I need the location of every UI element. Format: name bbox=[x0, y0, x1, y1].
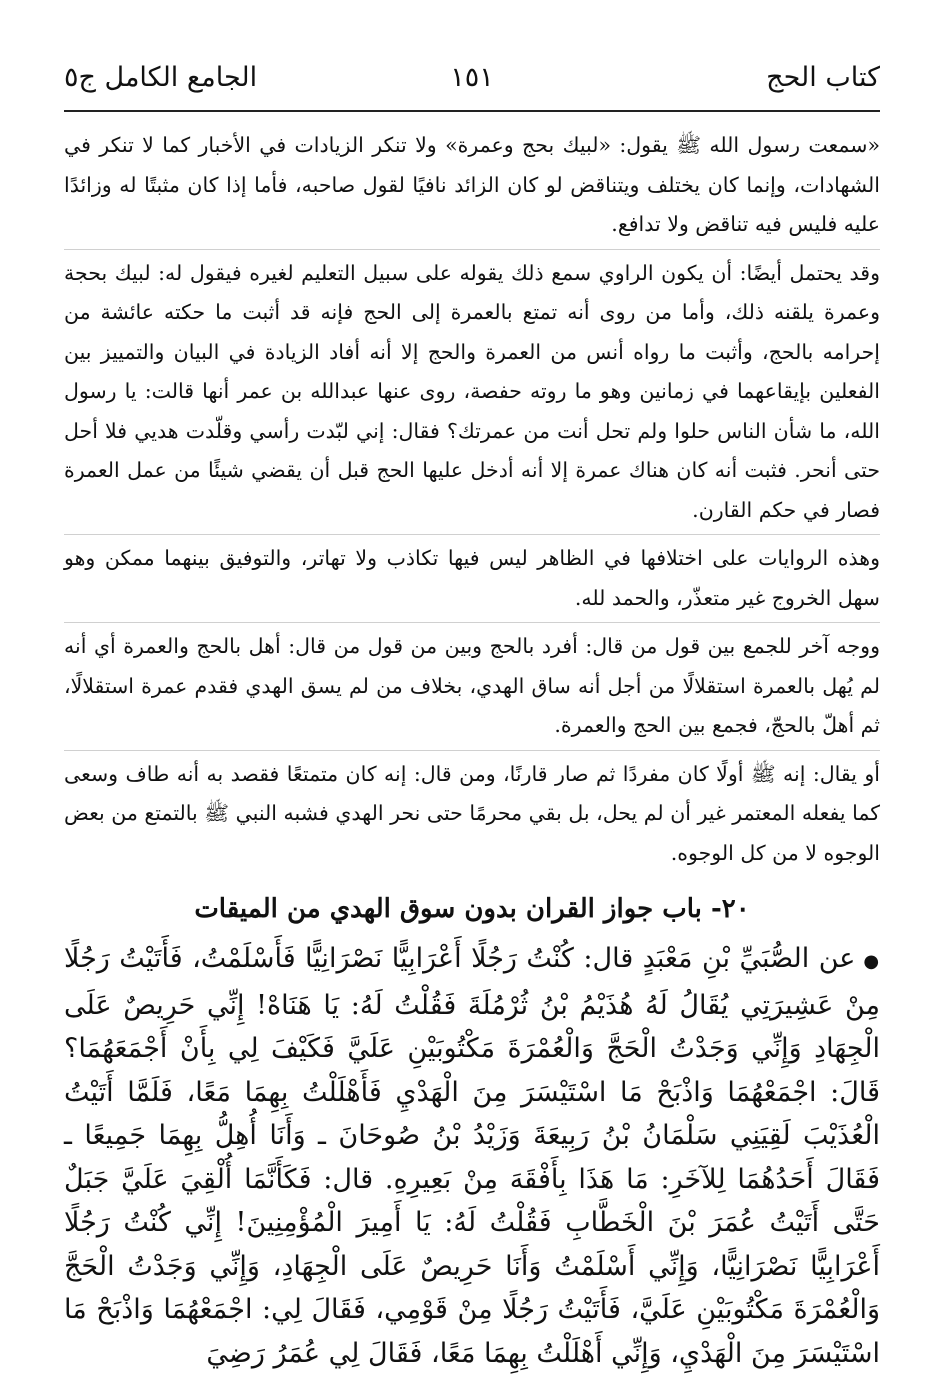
page-number: ١٥١ bbox=[450, 62, 494, 93]
paragraph: ووجه آخر للجمع بين قول من قال: أفرد بالحج وبين من قول من قال: أهل بالحج والعمرة أي أنه لم يُهل بالعمرة استقلالًا من أجل أنه ساق الهدي، بخلاف من لم يسق الهدي فقدم عمرة استقلالًا، ثم أهلّ بالحجّ، فجمع بين الحج والعمرة. bbox=[64, 623, 880, 751]
hadith-text bbox=[64, 937, 880, 1375]
hadith-body: عن الصُّبَيِّ بْنِ مَعْبَدٍ قال: كُنْتُ رَجُلًا أَعْرَابِيًّا نَصْرَانِيًّا فَأَسْلَمْتُ، فَأَتَيْتُ رَجُلًا مِنْ عَشِيرَتِي يُقَالُ لَهُ هُذَيْمُ بْنُ ثُرْمُلَةَ فَقُلْتُ لَهُ: يَا هَنَاهْ! إِنِّي حَرِيصٌ عَلَى الْجِهَادِ وَإِنِّي وَجَدْتُ الْحَجَّ وَالْعُمْرَةَ مَكْتُوبَيْنِ عَلَيَّ فَكَيْفَ لِي بِأَنْ أَجْمَعَهُمَا؟ قَالَ: اجْمَعْهُمَا وَاذْبَحْ مَا اسْتَيْسَرَ مِنَ الْهَدْيِ فَأَهْلَلْتُ بِهِمَا مَعًا، فَلَمَّا أَتَيْتُ الْعُذَيْبَ لَقِيَنِي سَلْمَانُ بْنُ رَبِيعَةَ وَزَيْدُ بْنُ صُوحَانَ ـ وَأَنَا أُهِلُّ بِهِمَا جَمِيعًا ـ فَقَالَ أَحَدُهُمَا لِلآخَرِ: مَا هَذَا بِأَفْقَهَ مِنْ بَعِيرِهِ. قال: فَكَأَنَّمَا أُلْقِيَ عَلَيَّ جَبَلٌ حَتَّى أَتَيْتُ عُمَرَ بْنَ الْخَطَّابِ فَقُلْتُ لَهُ: يَا أَمِيرَ الْمُؤْمِنِينَ! إِنِّي كُنْتُ رَجُلًا أَعْرَابِيًّا نَصْرَانِيًّا، وَإِنِّي أَسْلَمْتُ وَأَنَا حَرِيصٌ عَلَى الْجِهَادِ، وَإِنِّي وَجَدْتُ الْحَجَّ وَالْعُمْرَةَ مَكْتُوبَيْنِ عَلَيَّ، فَأَتَيْتُ رَجُلًا مِنْ قَوْمِي، فَقَالَ لِي: اجْمَعْهُمَا وَاذْبَحْ مَا اسْتَيْسَرَ مِنَ الْهَدْيِ، وَإِنِّي أَهْلَلْتُ بِهِمَا مَعًا، فَقَالَ لِي عُمَرُ رَضِيَ bbox=[64, 943, 880, 1369]
paragraph: وقد يحتمل أيضًا: أن يكون الراوي سمع ذلك يقوله على سبيل التعليم لغيره فيقول له: لبيك بحجة وعمرة يلقنه ذلك، وأما من روى أنه تمتع بالعمرة إلى الحج فإنه قد أثبت ما حكته عائشة من إحرامه بالحج، وأثبت ما رواه أنس من العمرة والحج إلا أنه أفاد الزيادة في البيان والتمييز بين الفعلين بإيقاعهما في زمانين وهو ما روته حفصة، روى عنها عبدالله بن عمر أنها قالت: يا رسول الله، ما شأن الناس حلوا ولم تحل أنت من عمرتك؟ فقال: إني لبّدت رأسي وقلّدت هديي فلا أحل حتى أنحر. فثبت أنه كان هناك عمرة إلا أنه أدخل عليها الحج قبل أن يقضي شيئًا من عمل العمرة فصار في حكم القارن. bbox=[64, 250, 880, 536]
book-title: كتاب الحج bbox=[766, 62, 880, 93]
paragraph: «سمعت رسول الله ﷺ يقول: «لبيك بحج وعمرة» ولا تنكر الزيادات في الأخبار كما لا تنكر في الشهادات، وإنما كان يختلف ويتناقض لو كان الزائد نافيًا لقول صاحبه، فأما إذا كان مثبتًا له وزائدًا عليه فليس فيه تناقض ولا تدافع. bbox=[64, 126, 880, 250]
page-body bbox=[64, 126, 880, 1375]
series-title: الجامع الكامل ج٥ bbox=[64, 62, 258, 93]
section-heading: ٢٠- باب جواز القران بدون سوق الهدي من الميقات bbox=[194, 894, 750, 924]
bullet-icon: ● bbox=[863, 951, 880, 972]
paragraph: أو يقال: إنه ﷺ أولًا كان مفردًا ثم صار قارنًا، ومن قال: إنه كان متمتعًا فقصد به أنه طاف وسعى كما يفعله المعتمر غير أن لم يحل، بل بقي محرمًا حتى نحر الهدي فشبه النبي ﷺ بالتمتع من بعض الوجوه لا من كل الوجوه. bbox=[64, 761, 880, 865]
running-head bbox=[64, 58, 880, 112]
paragraph: وهذه الروايات على اختلافها في الظاهر ليس فيها تكاذب ولا تهاتر، والتوفيق بينهما ممكن وهو سهل الخروج غير متعذّر، والحمد لله. bbox=[64, 535, 880, 623]
